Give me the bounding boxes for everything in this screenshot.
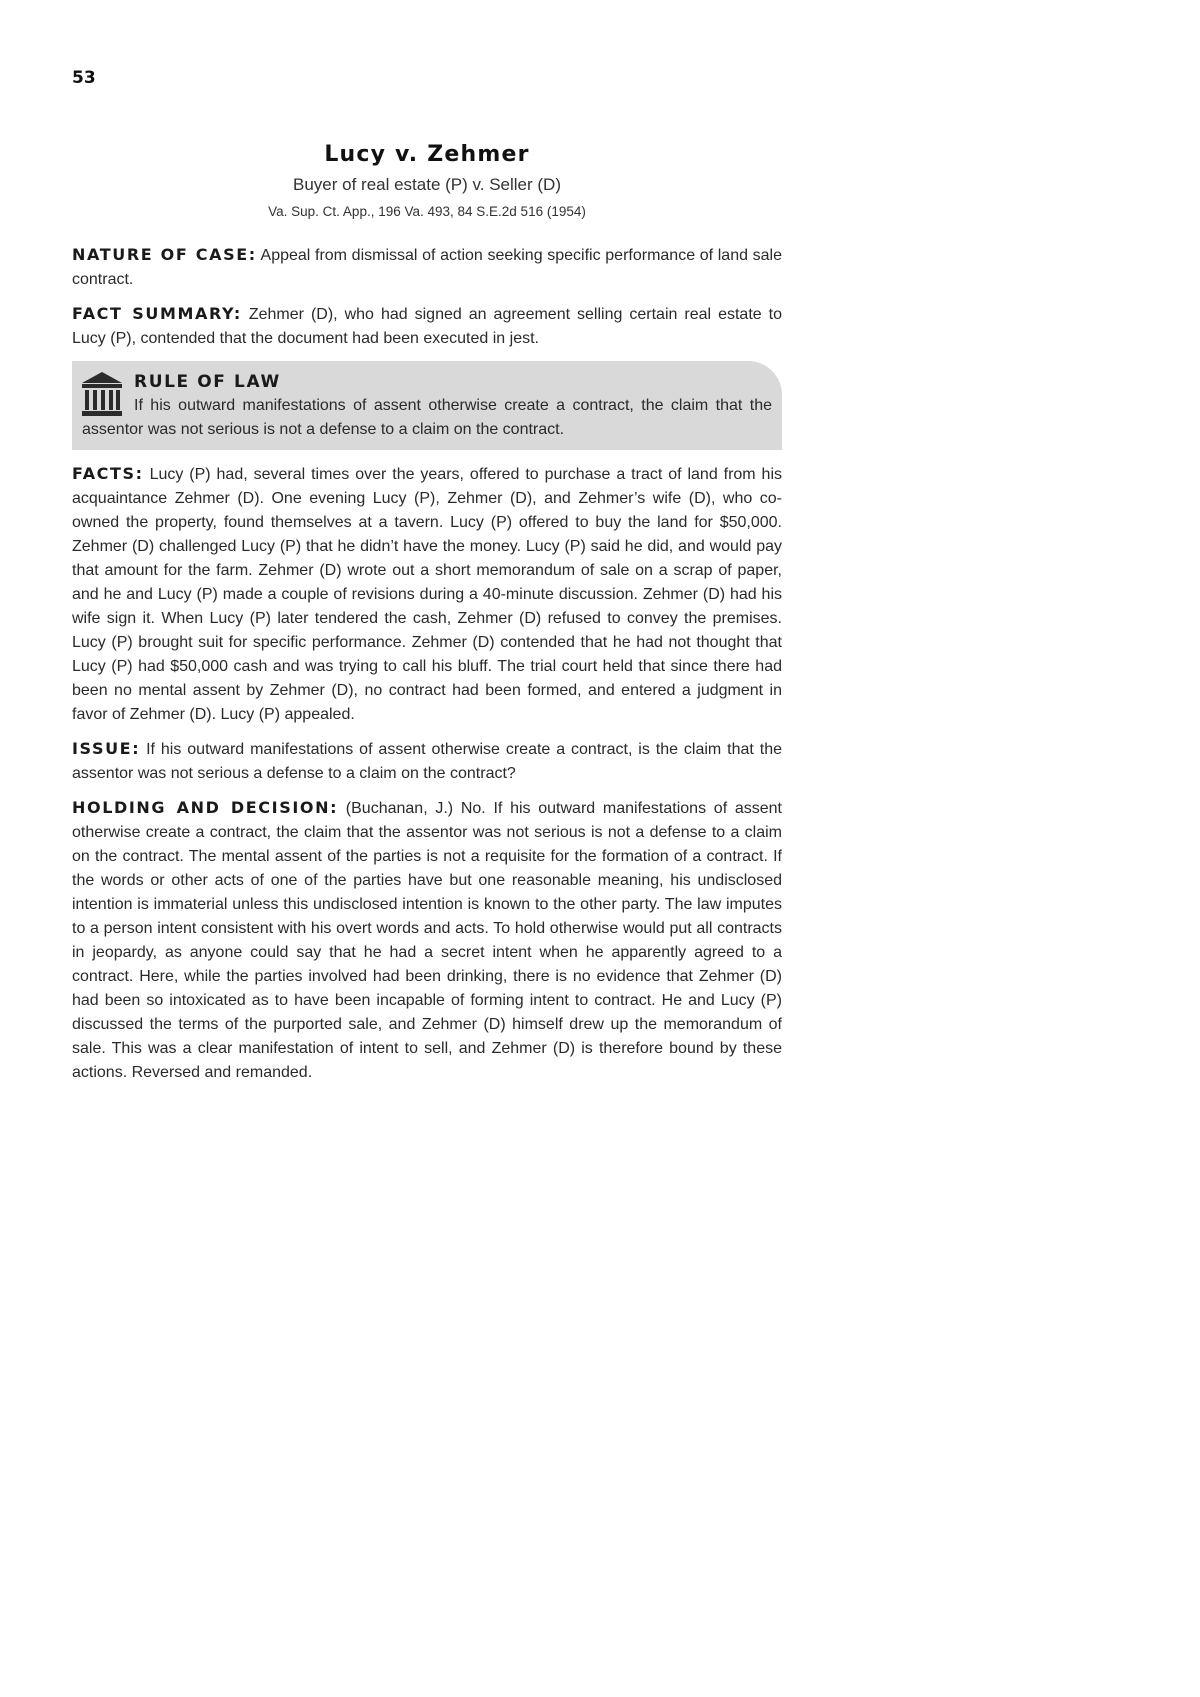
nature-of-case-text: Appeal from dismissal of action seeking specific performance of land sale contract. bbox=[72, 247, 782, 288]
case-header bbox=[72, 140, 782, 221]
case-brief bbox=[72, 140, 782, 1095]
holding-label: HOLDING AND DECISION: bbox=[72, 798, 339, 817]
rule-of-law-title: RULE OF LAW bbox=[134, 372, 281, 392]
facts-label: FACTS: bbox=[72, 464, 144, 483]
case-title: Lucy v. Zehmer bbox=[324, 142, 530, 167]
page-number: 53 bbox=[72, 68, 96, 88]
case-citation: Va. Sup. Ct. App., 196 Va. 493, 84 S.E.2d 516 (1954) bbox=[268, 204, 586, 219]
case-parties: Buyer of real estate (P) v. Seller (D) bbox=[293, 175, 561, 194]
rule-of-law-text: If his outward manifestations of assent otherwise create a contract, the claim that the assentor was not serious is not a defense to a claim on the contract. bbox=[82, 397, 772, 438]
issue-section bbox=[72, 737, 782, 786]
nature-of-case-section bbox=[72, 243, 782, 292]
fact-summary-label: FACT SUMMARY: bbox=[72, 304, 242, 323]
nature-of-case-label: NATURE OF CASE: bbox=[72, 245, 257, 264]
issue-text: If his outward manifestations of assent otherwise create a contract, is the claim that the assentor was not serious a defense to a claim on the contract? bbox=[72, 741, 782, 782]
holding-text: (Buchanan, J.) No. If his outward manifestations of assent otherwise create a contract, the claim that the assentor was not serious is not a defense to a claim on the contract. The mental assent of the parties is not a requisite for the formation of a contract. If the words or other acts of one of the parties have but one reasonable meaning, his undisclosed intention is immaterial unless this undisclosed intention is known to the other party. The law imputes to a person intent consistent with his overt words and acts. To hold otherwise would put all contracts in jeopardy, as anyone could say that he had a secret intent when he apparently agreed to a contract. Here, while the parties involved had been drinking, there is no evidence that Zehmer (D) had been so intoxicated as to have been incapable of forming intent to contract. He and Lucy (P) discussed the terms of the purported sale, and Zehmer (D) himself drew up the memorandum of sale. This was a clear manifestation of intent to sell, and Zehmer (D) is therefore bound by these actions. Reversed and remanded. bbox=[72, 800, 783, 1081]
issue-label: ISSUE: bbox=[72, 739, 141, 758]
fact-summary-text: Zehmer (D), who had signed an agreement selling certain real estate to Lucy (P), contended that the document had been executed in jest. bbox=[72, 306, 782, 347]
facts-text: Lucy (P) had, several times over the years, offered to purchase a tract of land from his acquaintance Zehmer (D). One evening Lucy (P), Zehmer (D), and Zehmer’s wife (D), who co-owned the property, found themselves at a tavern. Lucy (P) offered to buy the land for $50,000. Zehmer (D) challenged Lucy (P) that he didn’t have the money. Lucy (P) said he did, and would pay that amount for the farm. Zehmer (D) wrote out a short memorandum of sale on a scrap of paper, and he and Lucy (P) made a couple of revisions during a 40-minute discussion. Zehmer (D) had his wife sign it. When Lucy (P) later tendered the cash, Zehmer (D) refused to convey the premises. Lucy (P) brought suit for specific performance. Zehmer (D) contended that he had not thought that Lucy (P) had $50,000 cash and was trying to call his bluff. The trial court held that since there had been no mental assent by Zehmer (D), no contract had been formed, and entered a judgment in favor of Zehmer (D). Lucy (P) appealed. bbox=[72, 466, 782, 723]
facts-section bbox=[72, 462, 782, 727]
fact-summary-section bbox=[72, 302, 782, 351]
holding-section bbox=[72, 796, 782, 1085]
courthouse-icon bbox=[81, 371, 123, 417]
rule-of-law-box bbox=[72, 361, 782, 450]
